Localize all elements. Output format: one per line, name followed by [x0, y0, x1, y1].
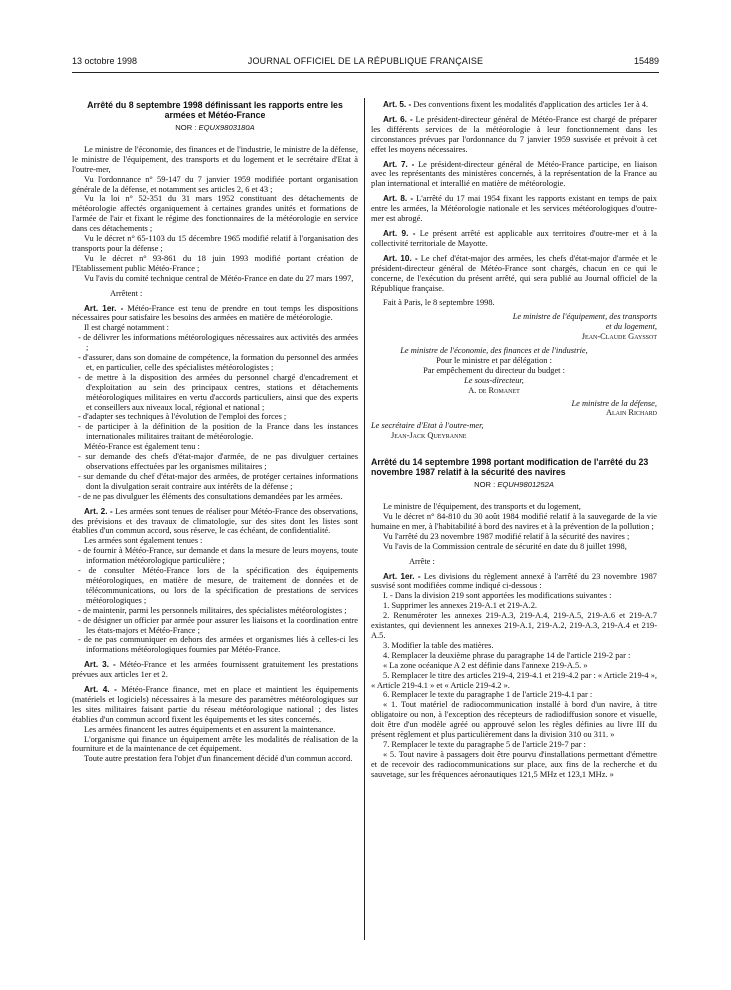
- charge-line: Il est chargé notamment :: [84, 323, 169, 333]
- list-item: - d'assurer, dans son domaine de compétence, la formation du personnel des armées et, en particulier, celle des spécialistes météorologistes ;: [78, 353, 358, 372]
- list-item: - de délivrer les informations météorologiques nécessaires aux activités des armées ;: [78, 333, 358, 353]
- modification-item: 1. Supprimer les annexes 219-A.1 et 219-A.2.: [383, 601, 537, 611]
- tenu-line: Météo-France est également tenu :: [84, 442, 200, 452]
- article-1-bis: Art. 1er. - Les divisions du règlement annexé à l'arrêté du 23 novembre 1987 susvisé sont modifiées comme indiqué ci-dessous :: [371, 571, 657, 591]
- preamble-para: Le ministre de l'équipement, des transports et du logement,: [383, 502, 581, 512]
- article-9: Art. 9. - Le présent arrêté est applicable aux territoires d'outre-mer et à la collectivité territoriale de Mayotte.: [371, 228, 657, 248]
- modification-item: 3. Modifier la table des matières.: [383, 640, 494, 650]
- right-column: [371, 100, 657, 780]
- article-5: Art. 5. - Des conventions fixent les modalités d'application des articles 1er à 4.: [383, 100, 649, 109]
- preamble-para: Vu l'arrêté du 23 novembre 1987 modifié relatif à la sécurité des navires ;: [383, 531, 630, 541]
- modification-item: I. - Dans la division 219 sont apportées les modifications suivantes :: [383, 591, 612, 601]
- article-8: Art. 8. - L'arrêté du 17 mai 1954 fixant les rapports existant en temps de paix entre les armées, la Météorologie nationale et les services météorologiques d'outre-mer est abrogé.: [371, 194, 657, 224]
- modification-item: « 5. Tout navire à passagers doit être pourvu d'installations permettant d'émettre et de recevoir des radiocommunications sur place, aux fins de la recherche et du sauvetage, sur les fréquences aéronautiques 121,5 MHz et 123,1 MHz. »: [371, 749, 657, 779]
- modification-item: 6. Remplacer le texte du paragraphe 1 de l'article 219-4.1 par :: [383, 690, 593, 700]
- signature-role: Le ministre de l'équipement, des transports et du logement,: [512, 312, 657, 332]
- article-4-para: Les armées financent les autres équipements et en assurent la maintenance.: [84, 724, 336, 734]
- article-1-list: [72, 333, 358, 442]
- signatory-name: Jean-Jack Queyranne: [391, 431, 467, 441]
- fait-a-paris: Fait à Paris, le 8 septembre 1998.: [383, 298, 495, 308]
- list-item: - de désigner un officier par armée pour assurer les liaisons et la coordination entre les états-majors et Météo-France ;: [78, 615, 358, 635]
- preamble-para: Vu le décret n° 65-1103 du 15 décembre 1965 modifié relatif à l'organisation des transports pour la défense ;: [72, 234, 358, 253]
- signatory-name: A. de Romanet: [468, 385, 520, 395]
- arretent-heading: Arrêtent :: [110, 288, 143, 298]
- article-10: Art. 10. - Le chef d'état-major des armées, les chefs d'état-major d'armée et le président-directeur général de Météo-France sont chargés, chacun en ce qui le concerne, de l'exécution du présent arrêté, qui sera publié au Journal officiel de la République française.: [371, 253, 658, 293]
- article-4-para: L'organisme qui finance un équipement arrête les modalités de réalisation de la fourniture et de la maintenance de cet équipement.: [72, 734, 358, 754]
- modification-item: « La zone océanique A 2 est définie dans l'annexe 219-A.5. »: [383, 660, 588, 670]
- nor-reference: NOR : EQUX9803180A: [175, 123, 255, 132]
- article-2: Art. 2. - Les armées sont tenues de réaliser pour Météo-France des observations, des prévisions et des travaux de climatologie, sur des sites dont les listes sont établies d'un commun accord, sous réserve, le cas échéant, de confidentialité.: [72, 506, 359, 536]
- decree-title-2: Arrêté du 14 septembre 1998 portant modification de l'arrêté du 23 novembre 1987 relatif à la sécurité des navires: [371, 457, 649, 478]
- list-item: - d'adapter ses techniques à l'évolution de l'emploi des forces ;: [78, 412, 287, 422]
- arrete-heading: Arrête :: [409, 556, 435, 566]
- modification-item: 7. Remplacer le texte du paragraphe 5 de l'article 219-7 par :: [383, 739, 586, 749]
- modification-item: 4. Remplacer la deuxième phrase du paragraphe 14 de l'article 219-2 par :: [383, 650, 631, 660]
- nor-code: EQUH9801252A: [497, 480, 554, 490]
- preamble-para: Vu le décret n° 84-810 du 30 août 1984 modifié relatif à la sauvegarde de la vie humaine en mer, à l'habitabilité à bord des navires et à la prévention de la pollution ;: [371, 512, 657, 531]
- header-rule: [72, 72, 659, 73]
- preamble-para: Vu l'avis du comité technique central de Météo-France en date du 27 mars 1997,: [84, 273, 354, 283]
- preamble-para: Vu le décret n° 93-861 du 18 juin 1993 modifié portant création de l'Etablissement public Météo-France ;: [72, 253, 358, 273]
- list-item: - de ne pas communiquer en dehors des armées et organismes liés à celles-ci les informations météorologiques fournies par Météo-France.: [78, 635, 358, 655]
- modification-item: 5. Remplacer le titre des articles 219-4, 219-4.1 et 219-4.2 par : « Article 219-4 », « Article 219-4.1 » et « Article 219-4.2 ».: [371, 670, 657, 690]
- list-item: - de participer à la définition de la position de la France dans les instances internationales militaires traitant de météorologie.: [78, 422, 358, 442]
- signature-role: Le sous-directeur,: [464, 375, 524, 385]
- header-date: 13 octobre 1998: [72, 56, 138, 66]
- signature-line: Pour le ministre et par délégation :: [436, 355, 552, 365]
- nor-code: EQUX9803180A: [198, 123, 255, 132]
- signatory-name: Alain Richard: [605, 408, 657, 418]
- tenues-line: Les armées sont également tenues :: [84, 536, 203, 546]
- nor-reference-2: NOR : EQUH9801252A: [474, 480, 554, 490]
- list-item: - sur demande des chefs d'état-major d'armée, de ne pas divulguer certaines observations effectuées par les organismes militaires ;: [78, 452, 358, 471]
- list-item: - sur demande du chef d'état-major des armées, de protéger certaines informations dont la divulgation serait contraire aux intérêts de la défense ;: [78, 471, 358, 491]
- list-item: - de maintenir, parmi les personnels militaires, des spécialistes météorologistes ;: [78, 605, 347, 615]
- header-journal-title: JOURNAL OFFICIEL DE LA RÉPUBLIQUE FRANÇAISE: [247, 56, 484, 66]
- signature-role: Le ministre de la défense,: [571, 398, 657, 408]
- preamble-para: Vu l'ordonnance n° 59-147 du 7 janvier 1959 modifiée portant organisation générale de la défense, et notamment ses articles 2, 6 et 43 ;: [72, 174, 358, 194]
- signature-line: Par empêchement du directeur du budget :: [423, 365, 565, 375]
- list-item: - de ne pas divulguer les éléments des consultations demandées par les armées.: [78, 491, 343, 501]
- header-page-number: 15489: [633, 56, 659, 66]
- list-item: - de mettre à la disposition des armées du personnel chargé d'encadrement et d'exploitation au sein des principaux centres, stations et détachements météorologiques militaires en vertu d'accords particuliers, ainsi que des experts et conseillers aux niveaux local, régional et national ;: [78, 372, 358, 412]
- article-1-list-2: [72, 452, 358, 502]
- page-header: [72, 56, 659, 70]
- article-4-para: Toute autre prestation fera l'objet d'un financement décidé d'un commun accord.: [84, 754, 353, 764]
- article-3: Art. 3. - Météo-France et les armées fournissent gratuitement les prestations prévues aux articles 1er et 2.: [72, 660, 358, 680]
- modification-item: 2. Renuméroter les annexes 219-A.3, 219-A.4, 219-A.5, 219-A.6 et 219-A.7 existantes, qui deviennent les annexes 219-A.1, 219-A.2, 219-A.3, 219-A.4 et 219-A.5.: [371, 611, 657, 640]
- list-item: - de consulter Météo-France lors de la spécification des équipements météorologiques, en matière de mesure, de traitement de données et de télécommunications, ou lors de la spécification de prestations de services météorologiques ;: [78, 566, 358, 605]
- list-item: - de fournir à Météo-France, sur demande et dans la mesure de leurs moyens, toute information météorologique particulière ;: [78, 546, 358, 566]
- article-2-list: [72, 546, 358, 655]
- left-column: [72, 100, 358, 764]
- signatory-name: Jean-Claude Gayssot: [581, 332, 657, 342]
- article-6: Art. 6. - Le président-directeur général de Météo-France est chargé de préparer les différents services de la météorologie à leur fonctionnement dans les circonstances prévues par l'ordonnance du 7 janvier 1959 susvisée et prévoit à cet effet les moyens nécessaires.: [371, 114, 657, 154]
- article-4: Art. 4. - Météo-France finance, met en place et maintient les équipements (matériels et logiciels) nécessaires à la mesure des paramètres météorologiques sur les sites militaires faisant partie du réseau météorologique national ; des listes établies d'un commun accord fixent les équipements et les sites concernés.: [72, 685, 358, 724]
- modification-item: « 1. Tout matériel de radiocommunication installé à bord d'un navire, à titre obligatoire ou non, à l'exception des récepteurs de radiodiffusion sonore et visuelle, doit être d'un modèle agréé ou approuvé selon les règles définies au livre III du présent règlement et plus particulièrement dans la division 310 ou 311. »: [371, 700, 657, 740]
- decree-title: Arrêté du 8 septembre 1998 définissant les rapports entre les armées et Météo-France: [87, 100, 343, 120]
- signature-role: Le secrétaire d'Etat à l'outre-mer,: [371, 421, 484, 431]
- article-1: Art. 1er. - Météo-France est tenu de prendre en tout temps les dispositions nécessaires pour satisfaire les besoins des armées en matière de météorologie.: [72, 303, 359, 323]
- column-divider: [364, 98, 365, 940]
- preamble-para: Le ministre de l'économie, des finances et de l'industrie, le ministre de la défense, le ministre de l'équipement, des transports et du logement et le secrétaire d'Etat à l'outre-mer,: [72, 144, 358, 174]
- article-7: Art. 7. - Le président-directeur général de Météo-France participe, en liaison avec les représentants des ministères concernés, à la représentation de la France au plan international et interallié en matière de météorologie.: [371, 159, 657, 189]
- preamble-para: Vu l'avis de la Commission centrale de sécurité en date du 8 juillet 1998,: [383, 541, 627, 551]
- signature-role: Le ministre de l'économie, des finances et de l'industrie,: [400, 346, 588, 356]
- preamble-para: Vu la loi n° 52-351 du 31 mars 1952 constituant des détachements de météorologie affectés organiquement à certaines grandes unités et formations de l'armée de l'air et fixant le régime des fonctionnaires de la météorologie en service dans ces détachements ;: [72, 194, 358, 234]
